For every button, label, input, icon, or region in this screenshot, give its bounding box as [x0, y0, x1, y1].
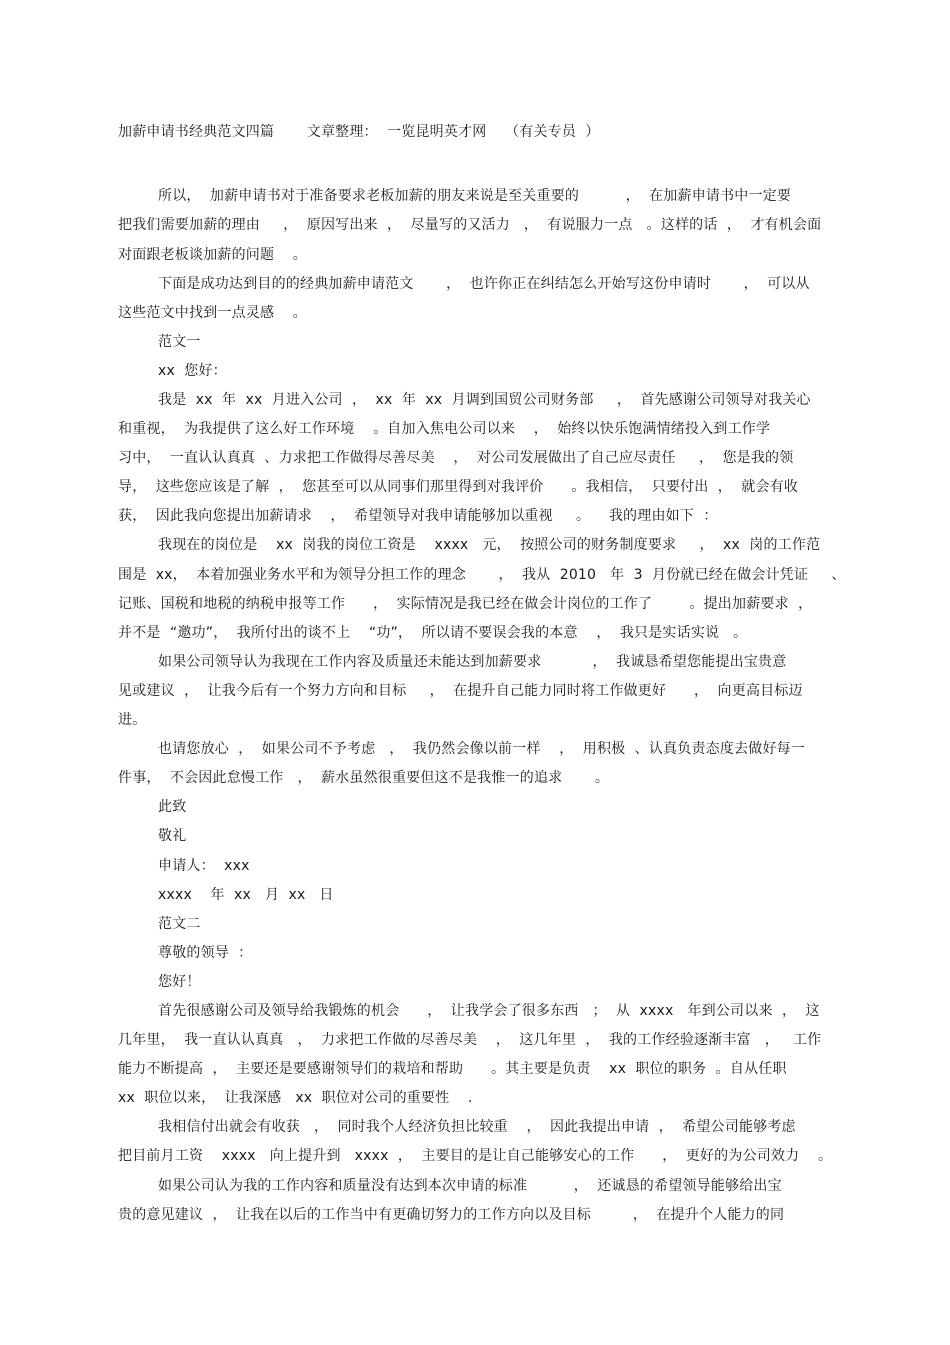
section-heading: 范文一 — [158, 334, 201, 350]
paragraph-line: 见或建议 ， 让我今后有一个努力方向和目标 ， 在提升自己能力同时将工作做更好 ， 向更高目标迈 — [118, 683, 803, 699]
paragraph-line: 和重视， 为我提供了这么好工作环境 。自加入焦电公司以来 ， 始终以快乐饱满情绪投入到工作学 — [118, 421, 771, 437]
paragraph-line: xx 职位以来， 让我深感 xx 职位对公司的重要性 . — [118, 1090, 473, 1106]
closing-line: 敬礼 — [158, 828, 187, 844]
paragraph-line: 记账、国税和地税的纳税申报等工作 ， 实际情况是我已经在做会计岗位的工作了 。提出加薪要求 ， — [118, 596, 813, 612]
paragraph-line: 我是 xx 年 xx 月进入公司 ， xx 年 xx 月调到国贸公司财务部 ， 首先感谢公司领导对我关心 — [158, 392, 811, 408]
paragraph-line: 能力不断提高 ， 主要还是要感谢领导们的栽培和帮助 。其主要是负责 xx 职位的职务 。自从任职 — [118, 1061, 787, 1077]
paragraph-line: 习中， 一直认认真真 、力求把工作做得尽善尽美 ， 对公司发展做出了自己应尽责任 ， 您是我的领 — [118, 450, 794, 466]
paragraph-line: 如果公司认为我的工作内容和质量没有达到本次申请的标准 ， 还诚恳的希望领导能够给出宝 — [158, 1178, 782, 1194]
paragraph-line: 我相信付出就会有收获 ， 同时我个人经济负担比较重 ， 因此我提出申请 ， 希望公司能够考虑 — [158, 1119, 796, 1135]
section-heading: 范文二 — [158, 916, 201, 932]
paragraph-line: 并不是 “邀功”， 我所付出的谈不上 “功”， 所以请不要误会我的本意 ， 我只是实话实说 。 — [118, 625, 748, 641]
paragraph-line: 下面是成功达到目的的经典加薪申请范文 ， 也许你正在纠结怎么开始写这份申请时 ， 可以从 — [158, 276, 810, 292]
paragraph-line: 贵的意见建议 ， 让我在以后的工作当中有更确切努力的工作方向以及目标 ， 在提升个人能力的同 — [118, 1207, 785, 1223]
paragraph-line: 所以， 加薪申请书对于准备要求老板加薪的朋友来说是至关重要的 ， 在加薪申请书中一定要 — [158, 188, 792, 204]
greeting: 您好！ — [158, 974, 201, 990]
paragraph-line: 把我们需要加薪的理由 ， 原因写出来 ， 尽量写的又活力 ， 有说服力一点 。这样的话 ， 才有机会面 — [118, 217, 822, 233]
date-line: xxxx 年 xx 月 xx 日 — [158, 887, 334, 903]
paragraph-line: 几年里， 我一直认认真真 ， 力求把工作做的尽善尽美 ， 这几年里 ， 我的工作经验逐渐丰富 ， 工作 — [118, 1032, 822, 1048]
paragraph-line: 也请您放心 ， 如果公司不予考虑 ， 我仍然会像以前一样 ， 用积极 、认真负责态度去做好每一 — [158, 741, 806, 757]
closing-line: 此致 — [158, 799, 187, 815]
paragraph-line: 导， 这些您应该是了解 ， 您甚至可以从同事们那里得到对我评价 。我相信， 只要付出 ， 就会有收 — [118, 479, 799, 495]
paragraph-line: 围是 xx， 本着加强业务水平和为领导分担工作的理念 ， 我从 2010 年 3 月份就已经在做会计凭证 、 — [118, 567, 846, 583]
paragraph-line: 我现在的岗位是 xx 岗我的岗位工资是 xxxx 元， 按照公司的财务制度要求 ， xx 岗的工作范 — [158, 537, 821, 553]
paragraph-line: 这些范文中找到一点灵感 。 — [118, 305, 307, 321]
greeting: xx 您好： — [158, 363, 227, 379]
applicant-line: 申请人： xxx — [158, 858, 250, 874]
document-title: 加薪申请书经典范文四篇 文章整理： 一览昆明英才网 （有关专员 ） — [118, 124, 600, 140]
paragraph-line: 如果公司领导认为我现在工作内容及质量还未能达到加薪要求 ， 我诚恳希望您能提出宝贵意 — [158, 654, 787, 670]
greeting: 尊敬的领导 ： — [158, 945, 253, 961]
paragraph-line: 件事， 不会因此怠慢工作 ， 薪水虽然很重要但这不是我惟一的追求 。 — [118, 770, 610, 786]
paragraph-line: 首先很感谢公司及领导给我锻炼的机会 ， 让我学会了很多东西 ； 从 xxxx 年到公司以来 ， 这 — [158, 1003, 820, 1019]
paragraph-line: 进。 — [118, 712, 147, 728]
paragraph-line: 把目前月工资 xxxx 向上提升到 xxxx ， 主要目的是让自己能够安心的工作 ， 更好的为公司效力 。 — [118, 1148, 833, 1164]
paragraph-line: 获， 因此我向您提出加薪请求 ， 希望领导对我申请能够加以重视 。 我的理由如下 ： — [118, 508, 718, 524]
paragraph-line: 对面跟老板谈加薪的问题 。 — [118, 247, 307, 263]
